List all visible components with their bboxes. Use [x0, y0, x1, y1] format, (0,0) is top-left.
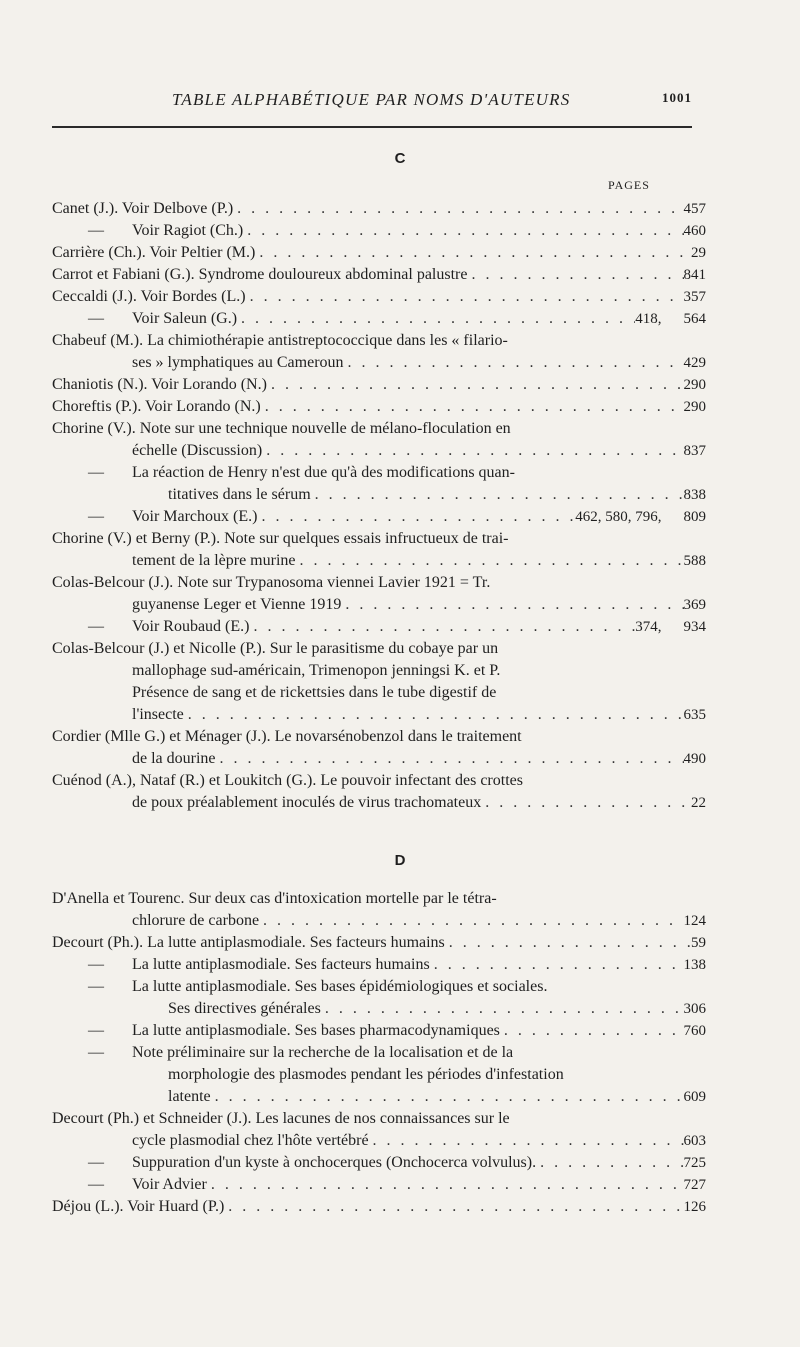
page-number-ref: 460 — [683, 223, 706, 239]
entry-line — [52, 660, 706, 682]
entry-line — [52, 352, 706, 374]
page-reference — [684, 374, 707, 396]
page-reference — [684, 954, 707, 976]
page-number-ref: 306 — [683, 1001, 706, 1017]
entry-line — [88, 1086, 706, 1108]
index-entry — [52, 374, 706, 396]
entry-line — [52, 264, 706, 286]
index-entry — [52, 726, 706, 770]
index-entry — [52, 1196, 706, 1218]
page-number-ref: 564 — [683, 311, 706, 327]
entry-text-content: Decourt (Ph.) et Schneider (J.). Les lacunes de nos connaissances sur le — [52, 1110, 510, 1127]
index-entry — [52, 220, 706, 242]
index-entry — [52, 528, 706, 572]
entry-text — [52, 770, 523, 792]
dot-leader — [184, 704, 684, 726]
index-entries-d — [52, 888, 706, 1218]
entry-line — [52, 198, 706, 220]
entry-text — [88, 1174, 207, 1196]
page-number-ref: 635 — [683, 707, 706, 723]
page-number-ref: 588 — [683, 553, 706, 569]
entry-line — [52, 1108, 706, 1130]
entry-text — [88, 976, 547, 998]
index-entry — [52, 616, 706, 638]
entry-text — [132, 594, 341, 616]
entry-text-content: Ceccaldi (J.). Voir Bordes (L.) — [52, 288, 246, 305]
entry-text-content: Voir Ragiot (Ch.) — [132, 222, 244, 239]
entry-line — [52, 396, 706, 418]
entry-text — [52, 1108, 510, 1130]
entry-line — [52, 572, 706, 594]
page-number-ref: 727 — [683, 1177, 706, 1193]
entry-text — [132, 792, 481, 814]
entry-text-content: Chorine (V.) et Berny (P.). Note sur quelques essais infructueux de trai- — [52, 530, 509, 547]
page-number-ref: 760 — [683, 1023, 706, 1039]
index-entry — [52, 1042, 706, 1108]
page-reference — [684, 396, 707, 418]
dot-leader — [243, 220, 683, 242]
entry-text — [52, 888, 497, 910]
entry-text-content: Chaniotis (N.). Voir Lorando (N.) — [52, 376, 267, 393]
entry-text — [88, 954, 430, 976]
entry-text — [132, 550, 295, 572]
entry-text — [52, 198, 233, 220]
entry-text-content: l'insecte — [132, 706, 184, 723]
entry-text-content: de la dourine — [132, 750, 216, 767]
index-entry — [52, 1020, 706, 1042]
entry-line — [52, 910, 706, 932]
entry-text-content: La lutte antiplasmodiale. Ses bases épidémiologiques et sociales. — [132, 978, 548, 995]
page-reference — [684, 1196, 707, 1218]
entry-line — [52, 374, 706, 396]
entry-text-content: Colas-Belcour (J.). Note sur Trypanosoma viennei Lavier 1921 = Tr. — [52, 574, 491, 591]
page-reference — [635, 616, 706, 638]
entry-text-content: Carrot et Fabiani (G.). Syndrome douloureux abdominal palustre — [52, 266, 468, 283]
entry-line — [88, 506, 706, 528]
entry-line — [88, 954, 706, 976]
page-reference — [691, 242, 706, 264]
repeat-author-dash: — — [88, 1176, 104, 1193]
page-number-ref: 490 — [683, 751, 706, 767]
dot-leader — [536, 1152, 683, 1174]
entry-text — [52, 374, 267, 396]
entry-text-content: Voir Saleun (G.) — [132, 310, 238, 327]
additional-page-refs: 374, — [635, 619, 662, 635]
entry-line — [88, 1174, 706, 1196]
entry-line — [52, 638, 706, 660]
page-number-ref: 22 — [691, 795, 706, 811]
entry-text-content: Note préliminaire sur la recherche de la localisation et de la — [132, 1044, 514, 1061]
dot-leader — [233, 198, 683, 220]
page-reference — [684, 1174, 707, 1196]
page-number-ref: 725 — [683, 1155, 706, 1171]
index-entry — [52, 264, 706, 286]
entry-text-content: Colas-Belcour (J.) et Nicolle (P.). Sur le parasitisme du cobaye par un — [52, 640, 499, 657]
entry-text — [52, 1196, 224, 1218]
page-reference — [691, 792, 706, 814]
page-number-ref: 609 — [683, 1089, 706, 1105]
repeat-author-dash: — — [88, 1022, 104, 1039]
index-entry — [52, 242, 706, 264]
dot-leader — [467, 264, 683, 286]
entry-line — [52, 770, 706, 792]
pages-column-label: PAGES — [608, 178, 650, 192]
entry-text-content: mallophage sud-américain, Trimenopon jenningsi K. et P. — [132, 662, 501, 679]
repeat-author-dash: — — [88, 464, 104, 481]
dot-leader — [257, 506, 575, 528]
index-entry — [52, 954, 706, 976]
entry-text — [88, 1152, 536, 1174]
index-entry — [52, 418, 706, 462]
entry-text-content: Présence de sang et de rickettsies dans le tube digestif de — [132, 684, 497, 701]
page-reference — [684, 440, 707, 462]
index-entry — [52, 506, 706, 528]
dot-leader — [224, 1196, 683, 1218]
entry-text-content: La lutte antiplasmodiale. Ses bases pharmacodynamiques — [132, 1022, 500, 1039]
page-reference — [684, 286, 707, 308]
entry-text — [132, 660, 500, 682]
entry-text — [132, 682, 496, 704]
entry-line — [88, 462, 706, 484]
entry-text-content: de poux préalablement inoculés de virus trachomateux — [132, 794, 482, 811]
page-number: 1001 — [662, 90, 692, 105]
index-entry — [52, 932, 706, 954]
page-reference — [575, 506, 706, 528]
repeat-author-dash: — — [88, 310, 104, 327]
page-reference — [684, 1152, 707, 1174]
entry-text-content: Voir Advier — [132, 1176, 207, 1193]
entry-text — [168, 998, 321, 1020]
page-number-ref: 809 — [683, 509, 706, 525]
page-number-ref: 369 — [683, 597, 706, 613]
dot-leader — [430, 954, 684, 976]
additional-page-refs: 462, 580, 796, — [575, 509, 662, 525]
dot-leader — [237, 308, 635, 330]
entry-line — [52, 726, 706, 748]
entry-line — [88, 1064, 706, 1086]
entry-line — [88, 976, 706, 998]
dot-leader — [445, 932, 691, 954]
entry-text — [88, 1020, 500, 1042]
entry-line — [52, 682, 706, 704]
page-number-ref: 29 — [691, 245, 706, 261]
entry-text — [88, 308, 237, 330]
entry-text — [132, 1130, 369, 1152]
dot-leader — [259, 910, 683, 932]
entry-text-content: chlorure de carbone — [132, 912, 260, 929]
entry-text — [132, 440, 262, 462]
entry-text — [52, 418, 511, 440]
dot-leader — [321, 998, 684, 1020]
entry-text-content: Cordier (Mlle G.) et Ménager (J.). Le novarsénobenzol dans le traitement — [52, 728, 522, 745]
repeat-author-dash: — — [88, 508, 104, 525]
dot-leader — [207, 1174, 684, 1196]
entry-text — [132, 352, 344, 374]
section-letter-c: C — [394, 150, 406, 167]
index-entry — [52, 770, 706, 814]
dot-leader — [369, 1130, 684, 1152]
page-number-ref: 124 — [683, 913, 706, 929]
entry-text-content: Carrière (Ch.). Voir Peltier (M.) — [52, 244, 256, 261]
entry-text-content: Chorine (V.). Note sur une technique nouvelle de mélano-floculation en — [52, 420, 511, 437]
page-reference — [684, 198, 707, 220]
entry-text — [88, 616, 249, 638]
entry-line — [88, 1020, 706, 1042]
entry-text-content: Voir Roubaud (E.) — [132, 618, 250, 635]
index-entry — [52, 462, 706, 506]
entry-text — [168, 484, 311, 506]
entry-line — [88, 1042, 706, 1064]
page-reference — [684, 352, 707, 374]
entry-text-content: Suppuration d'un kyste à onchocerques (Onchocerca volvulus). — [132, 1154, 537, 1171]
page-number-ref: 290 — [683, 377, 706, 393]
page-header — [52, 86, 692, 116]
entry-text-content: La lutte antiplasmodiale. Ses facteurs humains — [132, 956, 430, 973]
dot-leader — [255, 242, 691, 264]
entry-text-content: titatives dans le sérum — [168, 486, 311, 503]
entry-line — [88, 998, 706, 1020]
entry-text — [132, 704, 184, 726]
index-entries-c — [52, 198, 706, 814]
entry-text — [52, 286, 246, 308]
entry-text-content: D'Anella et Tourenc. Sur deux cas d'intoxication mortelle par le tétra- — [52, 890, 497, 907]
page-reference — [684, 220, 707, 242]
entry-line — [52, 594, 706, 616]
dot-leader — [249, 616, 635, 638]
dot-leader — [216, 748, 684, 770]
page-reference — [684, 264, 707, 286]
entry-text-content: La réaction de Henry n'est due qu'à des modifications quan- — [132, 464, 515, 481]
entry-text — [88, 1042, 513, 1064]
entry-line — [52, 704, 706, 726]
dot-leader — [295, 550, 683, 572]
entry-text-content: Chabeuf (M.). La chimiothérapie antistreptococcique dans les « filario- — [52, 332, 508, 349]
index-entry — [52, 308, 706, 330]
page-number-ref: 429 — [683, 355, 706, 371]
page-number-ref: 126 — [683, 1199, 706, 1215]
entry-text-content: Voir Marchoux (E.) — [132, 508, 258, 525]
page-number-ref: 837 — [683, 443, 706, 459]
index-entry — [52, 330, 706, 374]
page-number-ref: 838 — [683, 487, 706, 503]
index-entry — [52, 286, 706, 308]
page-reference — [635, 308, 706, 330]
page-reference — [684, 484, 707, 506]
dot-leader — [246, 286, 684, 308]
section-letter-d: D — [394, 852, 406, 869]
header-rule — [52, 126, 692, 128]
index-entry — [52, 1152, 706, 1174]
entry-line — [88, 484, 706, 506]
entry-line — [52, 1196, 706, 1218]
entry-text-content: Decourt (Ph.). La lutte antiplasmodiale. Ses facteurs humains — [52, 934, 445, 951]
page-number-ref: 841 — [683, 267, 706, 283]
index-entry — [52, 1108, 706, 1152]
dot-leader — [262, 440, 683, 462]
entry-text-content: échelle (Discussion) — [132, 442, 263, 459]
entry-text-content: cycle plasmodial chez l'hôte vertébré — [132, 1132, 369, 1149]
index-entry — [52, 396, 706, 418]
dot-leader — [267, 374, 684, 396]
index-entry — [52, 888, 706, 932]
page-reference — [684, 998, 707, 1020]
entry-line — [88, 1152, 706, 1174]
entry-line — [52, 286, 706, 308]
repeat-author-dash: — — [88, 618, 104, 635]
entry-line — [52, 242, 706, 264]
page-number-ref: 357 — [683, 289, 706, 305]
entry-text-content: Ses directives générales — [168, 1000, 321, 1017]
dot-leader — [481, 792, 691, 814]
additional-page-refs: 418, — [635, 311, 662, 327]
repeat-author-dash: — — [88, 1044, 104, 1061]
entry-text-content: Canet (J.). Voir Delbove (P.) — [52, 200, 234, 217]
entry-line — [88, 308, 706, 330]
entry-line — [88, 616, 706, 638]
repeat-author-dash: — — [88, 1154, 104, 1171]
entry-text — [52, 330, 508, 352]
entry-text — [52, 242, 255, 264]
entry-text-content: morphologie des plasmodes pendant les périodes d'infestation — [168, 1066, 564, 1083]
entry-line — [52, 748, 706, 770]
index-entry — [52, 198, 706, 220]
entry-text-content: latente — [168, 1088, 211, 1105]
entry-text-content: guyanense Leger et Vienne 1919 — [132, 596, 342, 613]
page-reference — [684, 1086, 707, 1108]
entry-line — [52, 528, 706, 550]
page-number-ref: 59 — [691, 935, 706, 951]
page-reference — [684, 1020, 707, 1042]
page-reference — [684, 748, 707, 770]
page-number-ref: 290 — [683, 399, 706, 415]
repeat-author-dash: — — [88, 222, 104, 239]
entry-text — [52, 264, 467, 286]
page-reference — [691, 932, 706, 954]
entry-text — [132, 910, 259, 932]
dot-leader — [341, 594, 683, 616]
index-entry — [52, 976, 706, 1020]
entry-line — [88, 220, 706, 242]
index-entry — [52, 638, 706, 726]
entry-line — [52, 932, 706, 954]
entry-text-content: Choreftis (P.). Voir Lorando (N.) — [52, 398, 261, 415]
page-number-ref: 457 — [683, 201, 706, 217]
entry-text — [88, 506, 257, 528]
entry-line — [52, 330, 706, 352]
entry-text — [52, 726, 522, 748]
entry-line — [52, 440, 706, 462]
entry-text — [168, 1064, 564, 1086]
entry-text — [88, 462, 515, 484]
dot-leader — [344, 352, 684, 374]
entry-text-content: ses » lymphatiques au Cameroun — [132, 354, 344, 371]
dot-leader — [500, 1020, 684, 1042]
page-reference — [684, 594, 707, 616]
entry-line — [52, 550, 706, 572]
page-reference — [684, 704, 707, 726]
repeat-author-dash: — — [88, 978, 104, 995]
entry-text — [52, 932, 445, 954]
page-reference — [684, 550, 707, 572]
page-number-ref: 934 — [683, 619, 706, 635]
entry-text — [132, 748, 216, 770]
entry-line — [52, 888, 706, 910]
index-entry — [52, 1174, 706, 1196]
entry-text-content: Cuénod (A.), Nataf (R.) et Loukitch (G.). Le pouvoir infectant des crottes — [52, 772, 523, 789]
page-reference — [684, 910, 707, 932]
entry-text — [52, 528, 508, 550]
entry-line — [52, 792, 706, 814]
page-number-ref: 603 — [683, 1133, 706, 1149]
running-title: TABLE ALPHABÉTIQUE PAR NOMS D'AUTEURS — [172, 90, 571, 109]
entry-text — [52, 572, 490, 594]
entry-text-content: Déjou (L.). Voir Huard (P.) — [52, 1198, 225, 1215]
entry-line — [52, 1130, 706, 1152]
repeat-author-dash: — — [88, 956, 104, 973]
entry-text — [52, 396, 261, 418]
page-number-ref: 138 — [683, 957, 706, 973]
dot-leader — [211, 1086, 684, 1108]
dot-leader — [261, 396, 684, 418]
entry-line — [52, 418, 706, 440]
entry-text — [168, 1086, 211, 1108]
index-entry — [52, 572, 706, 616]
entry-text — [88, 220, 243, 242]
dot-leader — [311, 484, 684, 506]
entry-text-content: tement de la lèpre murine — [132, 552, 296, 569]
page-reference — [684, 1130, 707, 1152]
entry-text — [52, 638, 498, 660]
